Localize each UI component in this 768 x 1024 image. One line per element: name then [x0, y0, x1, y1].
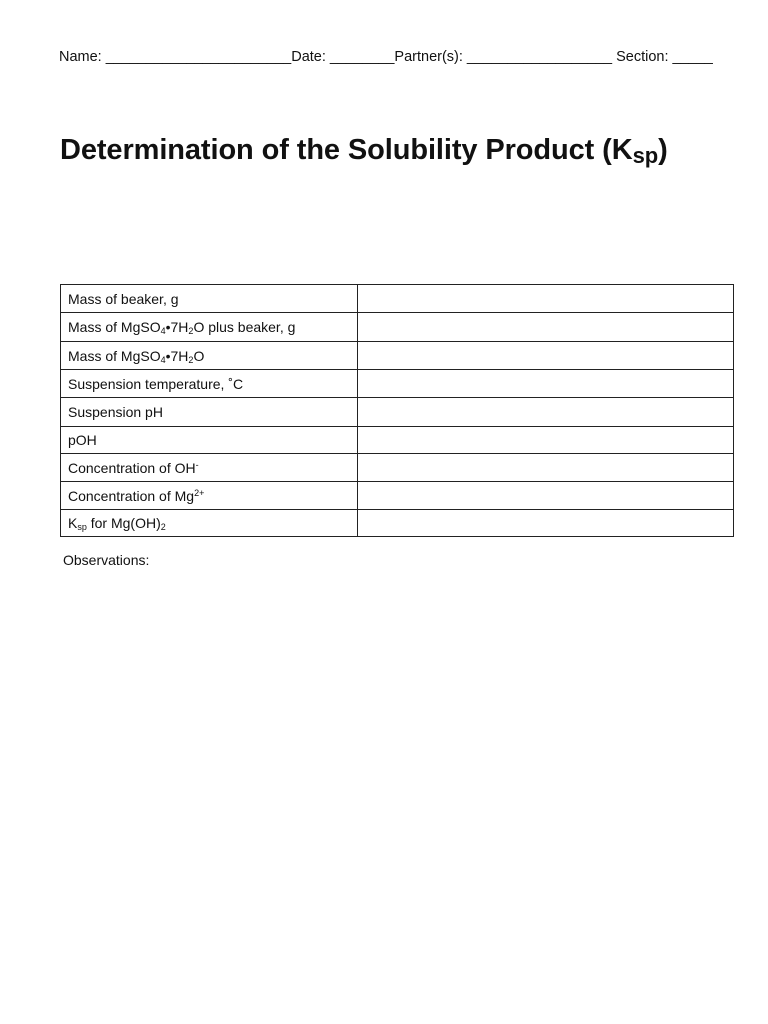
page-title-subscript: sp	[632, 143, 659, 168]
row-label	[61, 313, 358, 342]
label-text: Suspension pH	[68, 404, 163, 420]
table-row	[61, 482, 734, 510]
label-text: pOH	[68, 432, 97, 448]
page-title-close: )	[658, 134, 668, 166]
label-text: •7H	[165, 347, 189, 364]
row-value[interactable]	[358, 482, 734, 510]
date-field-label: Date: ________	[291, 49, 395, 65]
partner-field-label: Partner(s): __________________	[394, 49, 613, 65]
table-row	[61, 427, 734, 454]
table-row	[61, 370, 734, 398]
row-value[interactable]	[358, 342, 734, 370]
row-value[interactable]	[358, 454, 734, 482]
label-text: Suspension temperature, ˚C	[68, 375, 244, 392]
label-text: •7H	[165, 319, 189, 335]
label-text: Mass of MgSO	[68, 347, 161, 364]
row-label	[61, 454, 358, 482]
row-value[interactable]	[358, 370, 734, 398]
label-text: Concentration of OH	[68, 459, 196, 476]
row-value[interactable]	[358, 427, 734, 454]
label-text: for Mg(OH)	[86, 515, 161, 531]
row-value[interactable]	[358, 285, 734, 313]
label-text: Mass of beaker, g	[68, 290, 179, 307]
table-row	[61, 342, 734, 370]
table-row	[61, 398, 734, 427]
table-row	[61, 510, 734, 537]
label-text: Concentration of Mg	[68, 487, 195, 504]
subscript-text: sp	[77, 522, 87, 532]
subscript-text: 2	[188, 354, 194, 365]
row-label	[61, 427, 358, 454]
supscript-text: 2+	[194, 487, 205, 498]
page-title	[60, 134, 668, 169]
row-label	[61, 370, 358, 398]
row-label	[61, 510, 358, 537]
name-field-label: Name: _______________________	[59, 49, 292, 65]
subscript-text: 2	[188, 326, 194, 336]
table-row	[61, 313, 734, 342]
table-row	[61, 454, 734, 482]
subscript-text: 4	[160, 326, 166, 336]
subscript-text: 2	[160, 522, 166, 532]
label-text: O	[193, 347, 205, 364]
label-text: O plus beaker, g	[193, 319, 296, 335]
label-text: K	[68, 515, 78, 531]
row-label	[61, 285, 358, 313]
data-table	[60, 284, 734, 537]
observations-label: Observations:	[63, 552, 150, 568]
supscript-text: -	[195, 459, 199, 470]
page-title-main: Determination of the Solubility Product (K	[60, 134, 633, 166]
subscript-text: 4	[160, 354, 166, 365]
label-text: Mass of MgSO	[68, 319, 161, 335]
table-row	[61, 285, 734, 313]
row-value[interactable]	[358, 313, 734, 342]
section-field-label: Section: _____	[612, 49, 713, 65]
row-label	[61, 342, 358, 370]
data-table-body	[61, 285, 734, 537]
row-value[interactable]	[358, 510, 734, 537]
row-value[interactable]	[358, 398, 734, 427]
row-label	[61, 398, 358, 427]
row-label	[61, 482, 358, 510]
header-fields	[59, 49, 749, 65]
